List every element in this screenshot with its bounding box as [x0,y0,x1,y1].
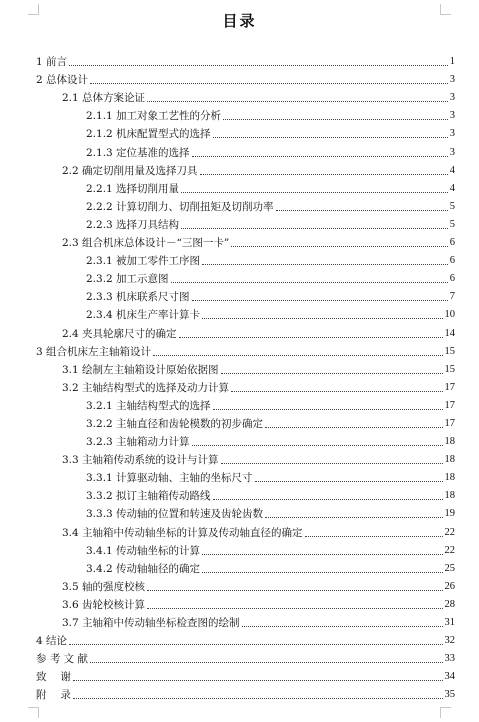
toc-dot-leader [223,119,448,120]
toc-entry-page-number: 34 [444,671,455,683]
toc-entry-label: 致 谢 [36,671,71,684]
toc-dot-leader [231,391,442,392]
toc-entry-page-number: 5 [449,200,455,212]
toc-entry-label: 3.4.2 传动轴轴径的确定 [86,562,201,575]
toc-entry-label: 2.1.2 机床配置型式的选择 [86,128,211,141]
toc-dot-leader [305,536,443,537]
toc-entry-label: 2 总体设计 [36,74,89,87]
toc-entry-label: 3.2 主轴结构型式的选择及动力计算 [62,381,230,394]
toc-entry-page-number: 31 [444,617,455,628]
toc-dot-leader [179,337,443,338]
toc-entry-page-number: 6 [449,237,455,249]
toc-dot-leader [213,499,443,500]
toc-entry-label: 3.3.2 拟订主轴箱传动路线 [86,490,211,503]
toc-dot-leader [265,427,442,428]
toc-entry[interactable] [0,342,479,360]
toc-entry[interactable] [0,504,479,522]
toc-entry-page-number: 3 [449,110,455,122]
toc-entry[interactable] [0,106,479,124]
toc-entry-label: 2.2.1 选择切削用量 [86,182,180,195]
toc-entry-label: 3.2.1 主轴结构型式的选择 [86,399,211,412]
toc-dot-leader [147,608,442,609]
toc-entry-label: 3.3.3 传动轴的位置和转速及齿轮齿数 [86,508,264,521]
toc-entry-label: 3.5 轴的强度校核 [62,580,146,593]
crop-mark-bottom-right [440,707,451,718]
toc-entry[interactable] [0,52,479,70]
toc-entry-page-number: 19 [444,508,455,520]
toc-dot-leader [202,264,448,265]
toc-entry-page-number: 15 [444,345,455,357]
toc-entry[interactable] [0,631,479,649]
toc-entry-label: 2.1.1 加工对象工艺性的分析 [86,110,222,123]
toc-entry[interactable] [0,522,479,540]
toc-dot-leader [192,445,443,446]
toc-entry[interactable] [0,269,479,287]
toc-entry-label: 2.2.2 计算切削力、切削扭矩及切削功率 [86,200,274,213]
toc-entry-page-number: 3 [449,92,455,104]
toc-dot-leader [213,137,448,138]
toc-dot-leader [73,698,443,699]
toc-dot-leader [221,463,443,464]
toc-entry[interactable] [0,197,479,215]
toc-entry-label: 2.1.3 定位基准的选择 [86,146,190,159]
toc-entry[interactable] [0,378,479,396]
toc-dot-leader [69,644,442,645]
toc-entry-label: 3.3.1 计算驱动轴、主轴的坐标尺寸 [86,472,253,485]
toc-entry[interactable] [0,233,479,251]
toc-entry-page-number: 10 [444,309,455,321]
toc-entry-page-number: 32 [444,635,455,647]
toc-entry[interactable] [0,179,479,197]
toc-entry[interactable] [0,161,479,179]
toc-dot-leader [192,156,448,157]
toc-dot-leader [213,409,443,410]
toc-entry-page-number: 4 [449,182,455,194]
toc-entry-page-number: 3 [449,128,455,140]
toc-entry-page-number: 25 [444,562,455,574]
toc-entry-page-number: 33 [444,653,455,665]
toc-dot-leader [200,174,448,175]
toc-entry[interactable] [0,251,479,269]
toc-dot-leader [221,373,443,374]
toc-entry-label: 3.4.1 传动轴坐标的计算 [86,544,201,557]
toc-entry-label: 4 结论 [36,635,68,648]
toc-entry-label: 2.2 确定切削用量及选择刀具 [62,164,198,177]
toc-entry-label: 3.4 主轴箱中传动轴坐标的计算及传动轴直径的确定 [62,526,303,539]
toc-entry-label: 2.3 组合机床总体设计－“三图一卡” [62,237,230,250]
toc-entry-label: 3.7 主轴箱中传动轴坐标检查图的绘制 [62,617,240,629]
toc-dot-leader [181,228,448,229]
toc-entry-label: 2.3.3 机床联系尺寸图 [86,291,190,304]
toc-entry-label: 参 考 文 献 [36,653,89,666]
toc-dot-leader [265,517,442,518]
toc-entry-page-number: 3 [449,74,455,86]
toc-entry-page-number: 6 [449,255,455,267]
toc-entry-page-number: 17 [444,399,455,411]
toc-entry-page-number: 18 [444,436,455,448]
toc-entry[interactable] [0,667,479,685]
toc-entry[interactable] [0,396,479,414]
toc-dot-leader [171,282,448,283]
toc-entry[interactable] [0,432,479,450]
toc-entry-label: 2.3.2 加工示意图 [86,273,169,286]
toc-entry[interactable] [0,215,479,233]
toc-entry[interactable] [0,613,479,631]
table-of-contents [0,52,479,703]
toc-dot-leader [192,300,448,301]
toc-entry-page-number: 22 [444,526,455,538]
toc-dot-leader [202,572,442,573]
toc-dot-leader [73,680,443,681]
toc-entry-page-number: 35 [444,689,455,701]
toc-entry-page-number: 17 [444,417,455,429]
toc-entry-page-number: 18 [444,490,455,502]
page-title: 目录 [222,12,257,30]
toc-dot-leader [181,192,448,193]
toc-entry-label: 附 录 [36,689,71,702]
toc-entry[interactable] [0,450,479,468]
toc-entry-label: 2.4 夹具轮廓尺寸的确定 [62,327,177,340]
toc-entry-page-number: 22 [444,544,455,556]
toc-dot-leader [202,318,442,319]
toc-entry-label: 3.2.2 主轴直径和齿轮模数的初步确定 [86,417,264,430]
toc-entry[interactable] [0,70,479,88]
toc-entry[interactable] [0,486,479,504]
toc-entry-page-number: 14 [444,327,455,339]
toc-entry-label: 3 组合机床左主轴箱设计 [36,345,152,358]
toc-dot-leader [255,481,443,482]
toc-entry-label: 2.3.4 机床生产率计算卡 [86,309,201,322]
toc-entry[interactable] [0,468,479,486]
toc-entry[interactable] [0,360,479,378]
toc-entry-label: 2.2.3 选择刀具结构 [86,218,180,231]
toc-dot-leader [231,246,447,247]
toc-entry[interactable] [0,577,479,595]
toc-entry-page-number: 3 [449,146,455,158]
toc-entry[interactable] [0,323,479,341]
crop-mark-bottom-left [28,707,39,718]
toc-entry[interactable] [0,559,479,577]
toc-entry-label: 2.3.1 被加工零件工序图 [86,255,201,268]
toc-entry-page-number: 5 [449,218,455,230]
toc-entry-label: 3.1 绘制左主轴箱设计原始依据图 [62,363,219,376]
toc-entry-page-number: 18 [444,454,455,466]
toc-entry-label: 3.2.3 主轴箱动力计算 [86,436,190,449]
toc-entry[interactable] [0,685,479,703]
toc-entry-label: 3.3 主轴箱传动系统的设计与计算 [62,454,219,467]
toc-entry[interactable] [0,287,479,305]
toc-entry[interactable] [0,595,479,613]
toc-entry[interactable] [0,414,479,432]
toc-entry[interactable] [0,541,479,559]
toc-entry-page-number: 1 [449,56,455,68]
toc-dot-leader [69,65,448,66]
toc-entry-page-number: 4 [449,164,455,176]
toc-dot-leader [90,83,448,84]
toc-entry-label: 3.6 齿轮校核计算 [62,598,146,611]
toc-entry[interactable] [0,124,479,142]
toc-dot-leader [147,590,442,591]
toc-dot-leader [147,101,448,102]
toc-entry-page-number: 15 [444,363,455,375]
toc-entry-page-number: 6 [449,273,455,285]
toc-entry-page-number: 17 [444,381,455,393]
toc-dot-leader [242,626,443,627]
toc-entry[interactable] [0,649,479,667]
toc-dot-leader [202,554,442,555]
toc-entry-page-number: 7 [449,291,455,303]
toc-entry-label: 1 前言 [36,56,68,69]
toc-entry-label: 2.1 总体方案论证 [62,92,146,105]
toc-entry-page-number: 28 [444,598,455,610]
toc-entry-page-number: 18 [444,472,455,484]
toc-entry[interactable] [0,88,479,106]
toc-entry[interactable] [0,142,479,160]
toc-dot-leader [276,210,448,211]
toc-dot-leader [153,355,442,356]
toc-dot-leader [90,662,442,663]
toc-entry[interactable] [0,305,479,323]
toc-entry-page-number: 26 [444,580,455,592]
